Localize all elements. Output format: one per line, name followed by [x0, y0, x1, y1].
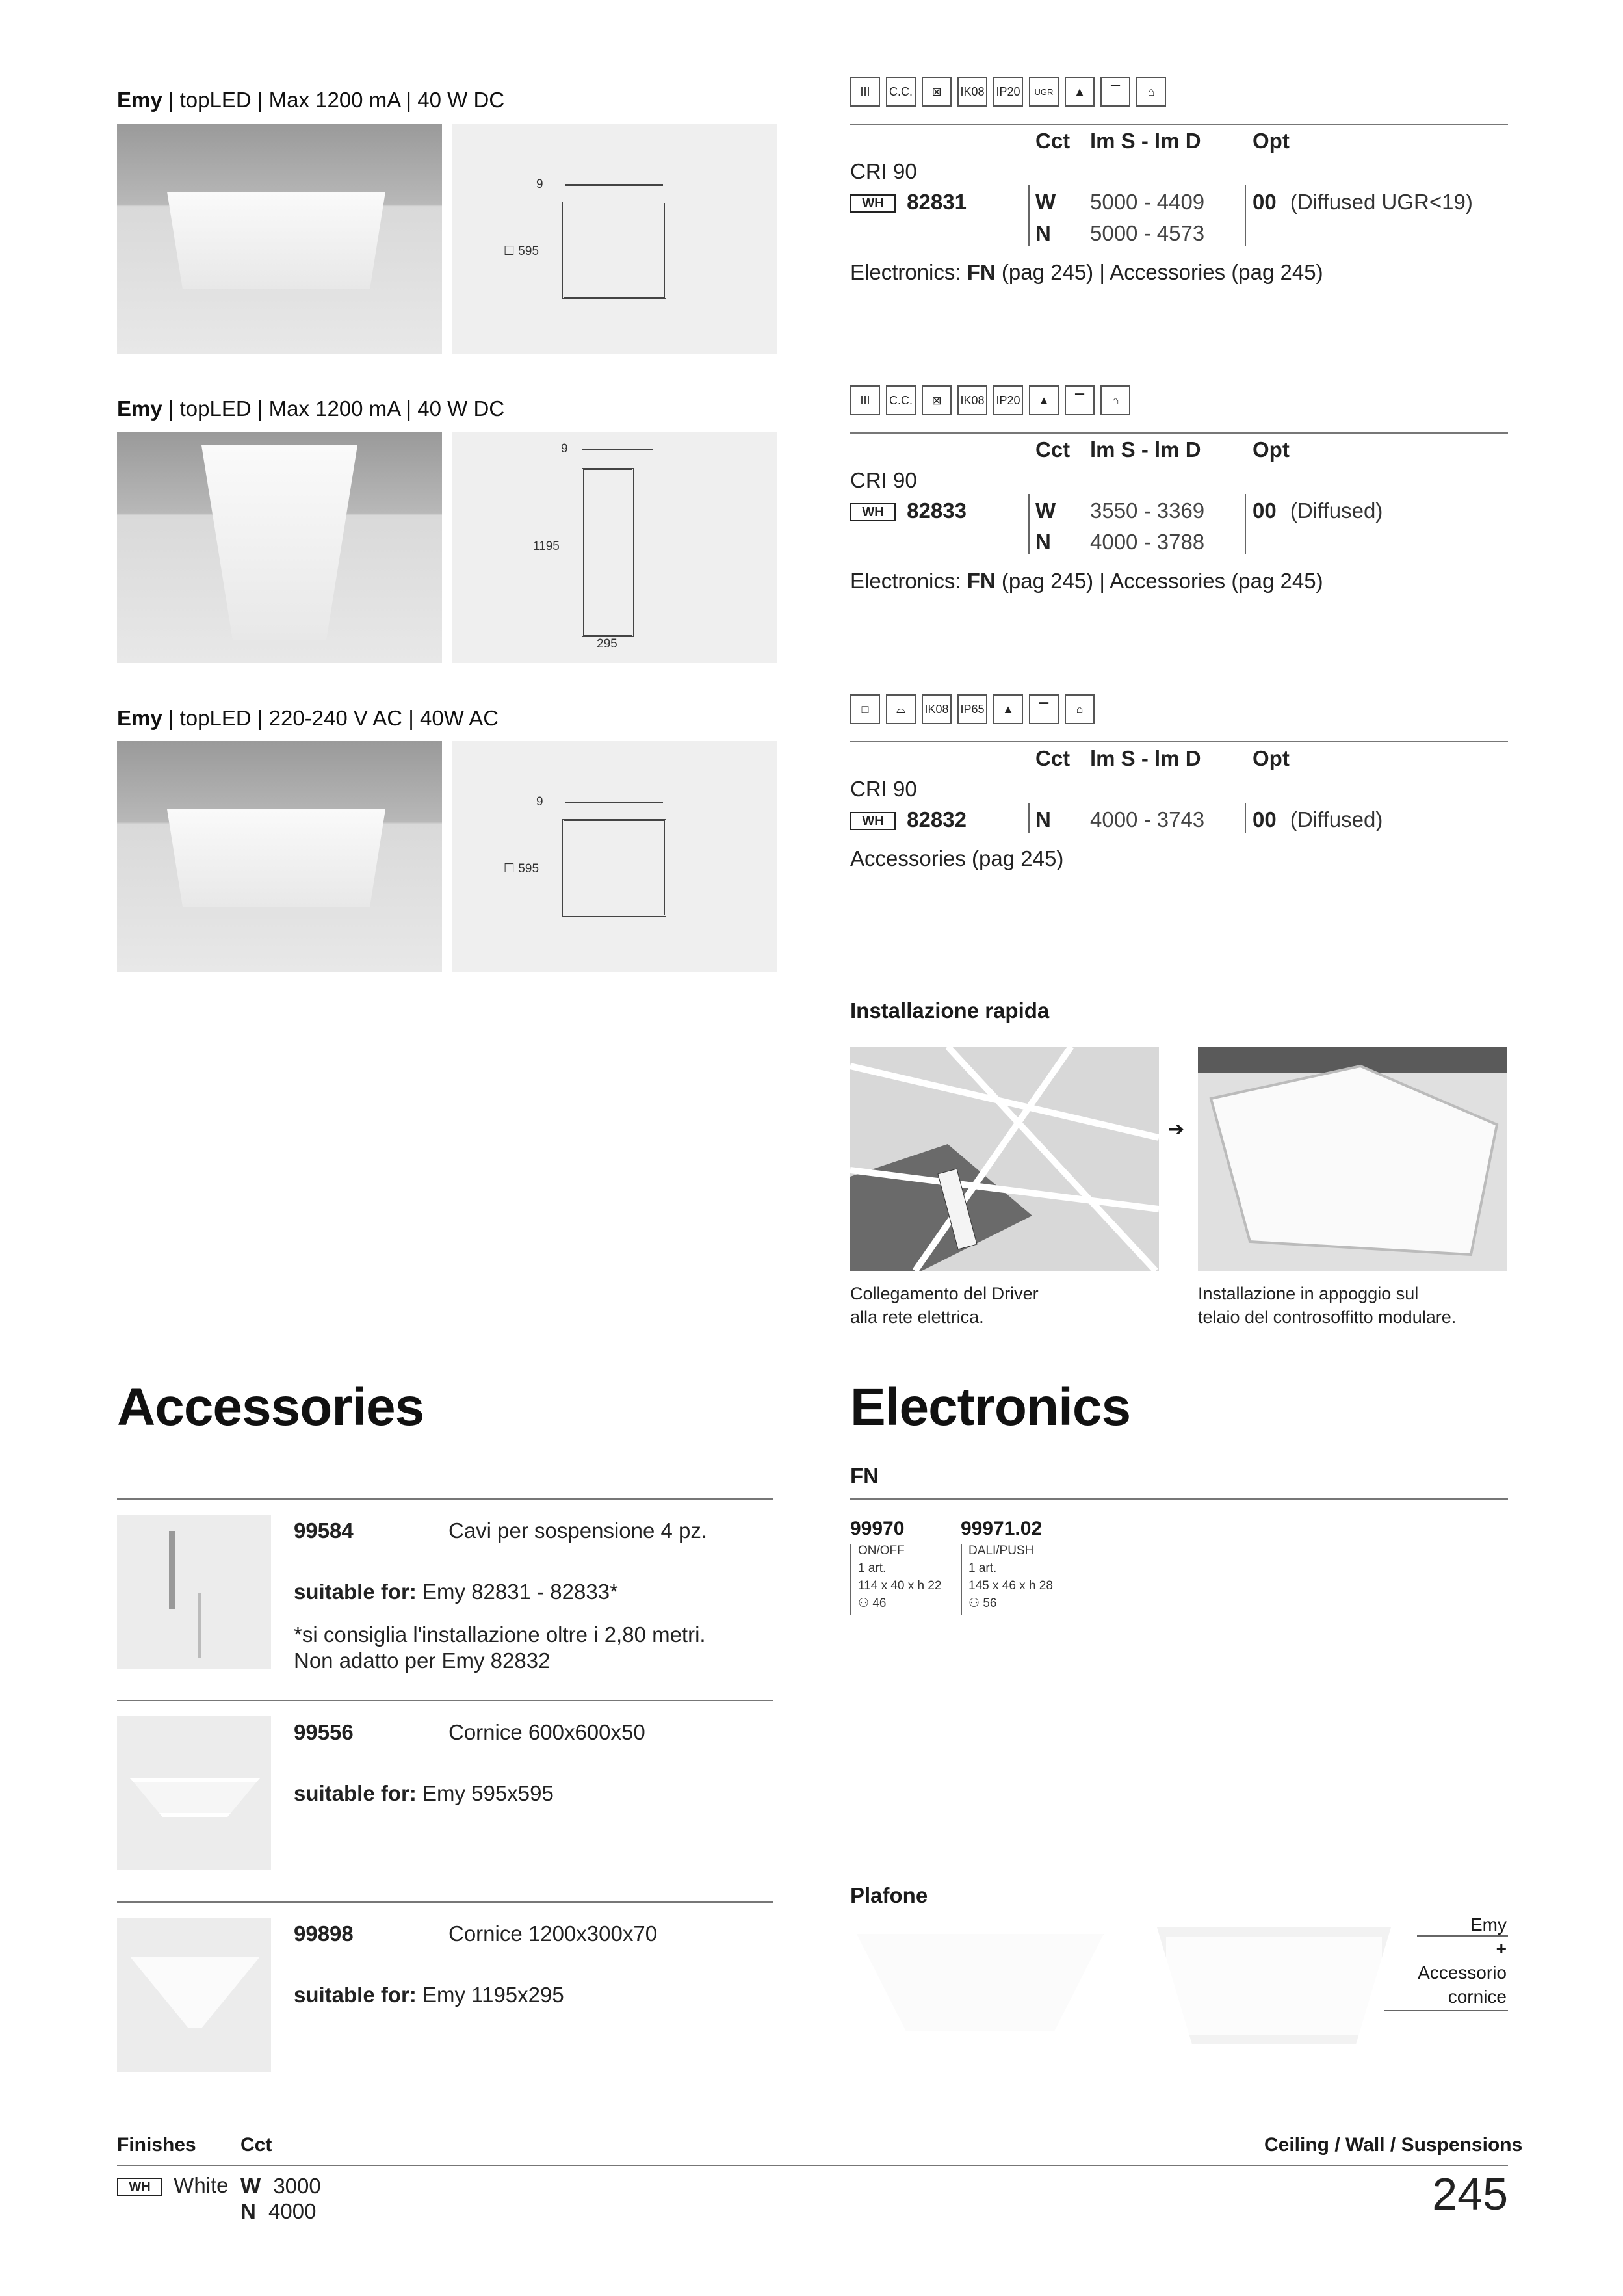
dimension-width: 295	[597, 637, 617, 651]
accessory-code: 99584	[294, 1519, 354, 1543]
page-number: 245	[1432, 2169, 1508, 2219]
footer-category: Ceiling / Wall / Suspensions	[1264, 2134, 1523, 2156]
footer-finish: WH White	[117, 2173, 229, 2198]
dimension-side: ☐ 595	[504, 244, 539, 258]
product-title: Emy | topLED | Max 1200 mA | 40 W DC	[117, 397, 505, 421]
cri: CRI 90	[850, 159, 917, 183]
product-footer: Accessories (pag 245)	[850, 846, 1064, 870]
dimension-side: 1195	[533, 540, 560, 553]
footer-cct-values: W 3000 N 4000	[240, 2174, 321, 2223]
install-image-2	[1198, 1047, 1507, 1271]
installation-title: Installazione rapida	[850, 998, 1050, 1023]
product-photo	[117, 432, 442, 663]
code-row: WH 82833	[850, 499, 967, 523]
product-photo	[117, 741, 442, 972]
dimension-drawing	[452, 124, 777, 354]
optic: 00 (Diffused UGR<19)	[1253, 190, 1473, 214]
lumen-w: 5000 - 4409	[1090, 190, 1205, 214]
accessory-image	[117, 1918, 271, 2072]
install-image-1	[850, 1047, 1159, 1271]
install-caption-1: Collegamento del Driver alla rete elettrica.	[850, 1284, 1039, 1327]
dimension-drawing: 9 ☐ 595	[452, 741, 777, 972]
dimension-drawing	[452, 432, 777, 663]
electronics-sub: FN	[850, 1464, 879, 1488]
footer-cct: Cct	[240, 2134, 272, 2156]
accessory-image	[117, 1515, 271, 1669]
spec-icons: □ ⌓ IK08 IP65 ▲ ▔ ⌂	[850, 694, 1095, 724]
driver-spec: ON/OFF 1 art. 114 x 40 x h 22 ⚇ 46	[858, 1544, 942, 1610]
electronics-heading: Electronics	[850, 1377, 1131, 1437]
plafone-title: Plafone	[850, 1883, 928, 1907]
plafone-image-1	[857, 1934, 1104, 2031]
accessory-image	[117, 1716, 271, 1870]
product-photo	[117, 124, 442, 354]
plafone-label: Emy + Accessorio cornice	[1418, 1914, 1507, 2007]
arrow-icon: ➔	[1168, 1119, 1185, 1140]
dimension-height: 9	[561, 442, 568, 456]
cri: CRI 90	[850, 468, 917, 492]
accessories-heading: Accessories	[117, 1377, 424, 1437]
header-opt: Opt	[1253, 129, 1290, 153]
lumen-n: 5000 - 4573	[1090, 221, 1205, 245]
header-cct: Cct	[1035, 129, 1071, 153]
driver-code: 99971.02	[961, 1518, 1043, 1539]
product-footer: Electronics: FN (pag 245) | Accessories (pag 245)	[850, 260, 1323, 284]
header-lm: lm S - lm D	[1090, 129, 1201, 153]
driver-code: 99970	[850, 1518, 905, 1539]
code-row: WH 82831	[850, 190, 967, 215]
spec-icons: III C.C. ⊠ IK08 IP20 UGR ▲ ▔ ⌂	[850, 77, 1166, 107]
install-caption-2: Installazione in appoggio sul telaio del controsoffitto modulare.	[1198, 1284, 1457, 1327]
product-footer: Electronics: FN (pag 245) | Accessories (pag 245)	[850, 569, 1323, 593]
product-title: Emy | topLED | Max 1200 mA | 40 W DC	[117, 88, 505, 112]
accessory-desc: Cavi per sospensione 4 pz.	[448, 1519, 708, 1543]
spec-icons: III C.C. ⊠ IK08 IP20 ▲ ▔ ⌂	[850, 385, 1130, 415]
footer-finishes: Finishes	[117, 2134, 196, 2156]
driver-spec: DALI/PUSH 1 art. 145 x 46 x h 28 ⚇ 56	[968, 1544, 1053, 1610]
code-row: WH 82832	[850, 807, 967, 832]
product-title: Emy | topLED | 220-240 V AC | 40W AC	[117, 706, 499, 730]
dimension-height: 9	[536, 177, 543, 191]
plafone-image-2	[1157, 1927, 1391, 2044]
